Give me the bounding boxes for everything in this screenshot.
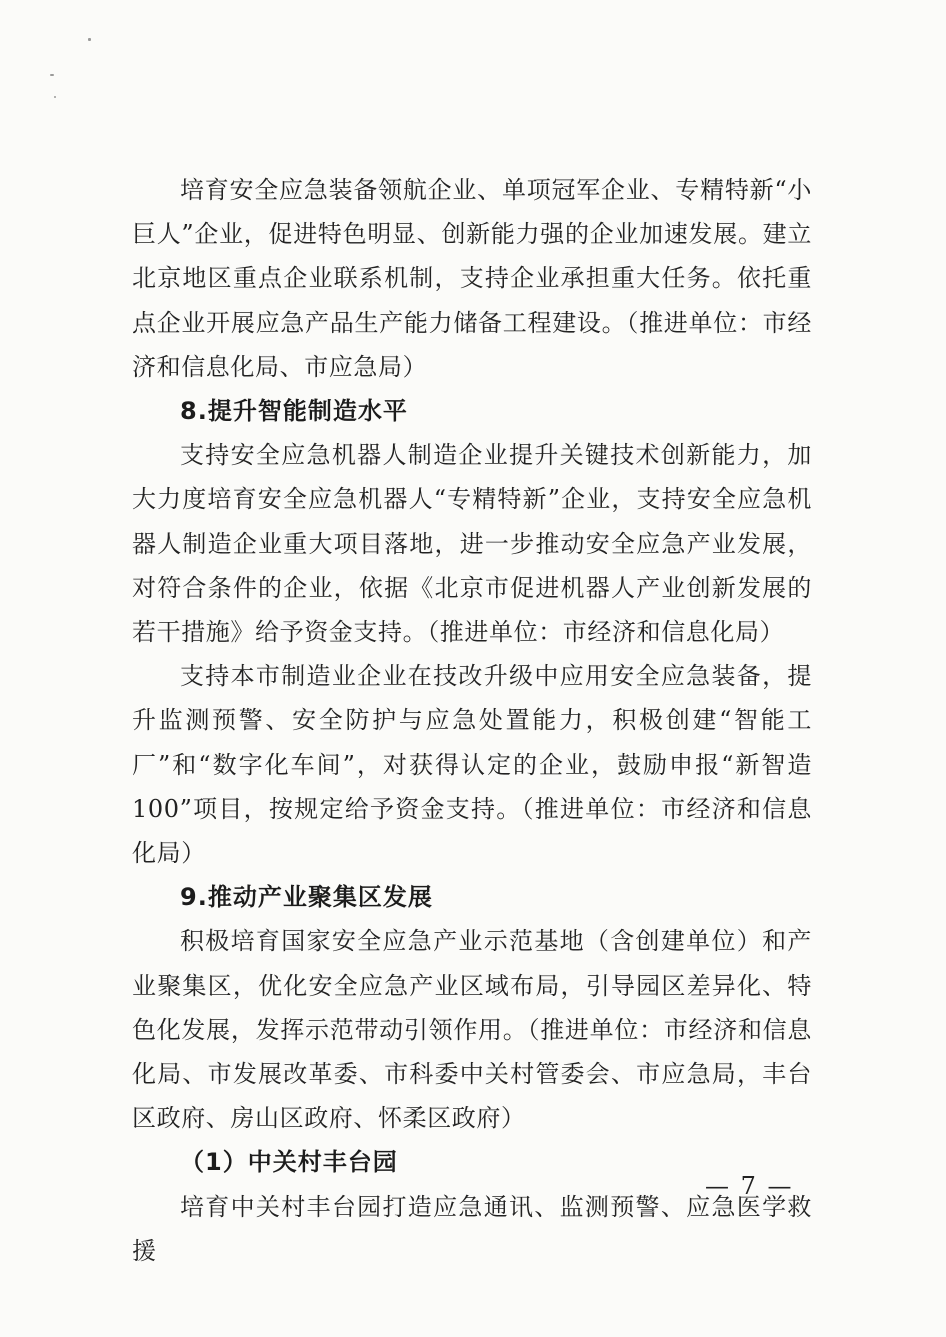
- page-number: — 7 —: [705, 1172, 794, 1200]
- scan-speck: [88, 38, 91, 41]
- paragraph-1: 培育安全应急装备领航企业、单项冠军企业、专精特新“小巨人”企业，促进特色明显、创新能力强的企业加速发展。建立北京地区重点企业联系机制，支持企业承担重大任务。依托重点企业开展应急产品生产能力储备工程建设。（推进单位：市经济和信息化局、市应急局）: [132, 176, 812, 381]
- paragraph-2: 支持安全应急机器人制造企业提升关键技术创新能力，加大力度培育安全应急机器人“专精特新”企业，支持安全应急机器人制造企业重大项目落地，进一步推动安全应急产业发展，对符合条件的企业，依据《北京市促进机器人产业创新发展的若干措施》给予资金支持。（推进单位：市经济和信息化局）: [132, 441, 812, 647]
- section-heading-9: 9.推动产业聚集区发展: [180, 883, 433, 912]
- paragraph-3: 支持本市制造业企业在技改升级中应用安全应急装备，提升监测预警、安全防护与应急处置能力，积极创建“智能工厂”和“数字化车间”，对获得认定的企业，鼓励申报“新智造100”项目，按规定给予资金支持。（推进单位：市经济和信息化局）: [132, 662, 812, 868]
- scan-speck: [54, 96, 56, 98]
- subsection-heading-1: （1）中关村丰台园: [180, 1148, 398, 1177]
- paragraph-4: 积极培育国家安全应急产业示范基地（含创建单位）和产业聚集区，优化安全应急产业区域布局，引导园区差异化、特色化发展，发挥示范带动引领作用。（推进单位：市经济和信息化局、市发展改革委、市科委中关村管委会、市应急局，丰台区政府、房山区政府、怀柔区政府）: [132, 927, 812, 1133]
- document-body: [132, 168, 812, 1273]
- scan-speck: [50, 74, 54, 76]
- section-heading-8: 8.提升智能制造水平: [180, 397, 408, 426]
- paragraph-5: 培育中关村丰台园打造应急通讯、监测预警、应急医学救援: [132, 1192, 812, 1265]
